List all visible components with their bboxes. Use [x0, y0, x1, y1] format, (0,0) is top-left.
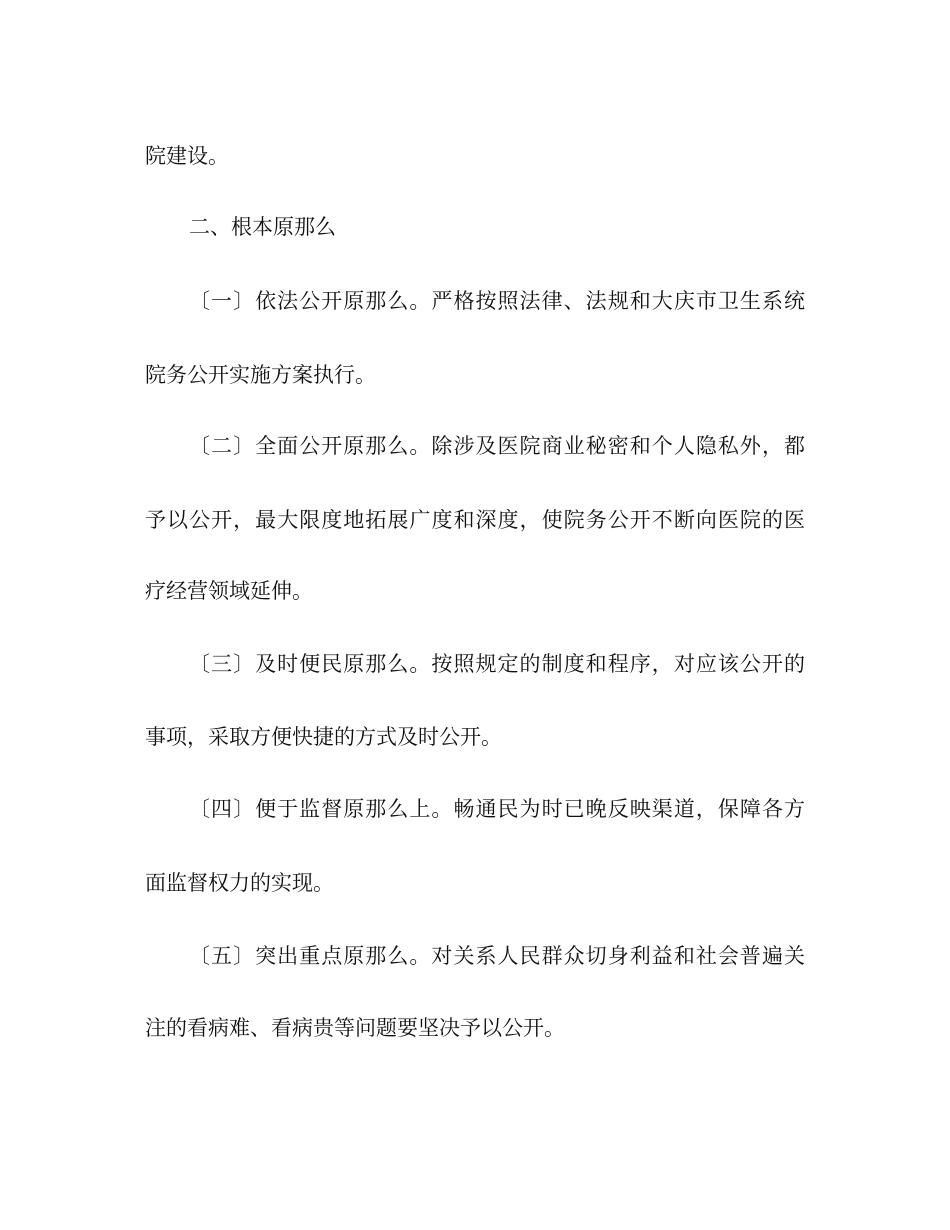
principle-2-line-2: 予以公开，最大限度地拓展广度和深度，使院务公开不断向医院的医 — [145, 508, 805, 532]
principle-4-line-1: 〔四〕便于监督原那么上。畅通民为时已晚反映渠道，保障各方 — [189, 797, 805, 821]
principle-3-line-2: 事项，采取方便快捷的方式及时公开。 — [145, 725, 502, 749]
principle-4-line-2: 面监督权力的实现。 — [145, 871, 334, 895]
principle-3-line-1: 〔三〕及时便民原那么。按照规定的制度和程序，对应该公开的 — [189, 652, 805, 676]
principle-2-line-1: 〔二〕全面公开原那么。除涉及医院商业秘密和个人隐私外，都 — [189, 434, 805, 458]
principle-1-line-2: 院务公开实施方案执行。 — [145, 363, 376, 387]
principle-5-line-1: 〔五〕突出重点原那么。对关系人民群众切身利益和社会普遍关 — [189, 944, 805, 968]
intro-paragraph-tail: 院建设。 — [145, 144, 229, 168]
principle-5-line-2: 注的看病难、看病贵等问题要坚决予以公开。 — [145, 1016, 565, 1040]
principle-2-line-3: 疗经营领域延伸。 — [145, 579, 313, 603]
principle-1-line-1: 〔一〕依法公开原那么。严格按照法律、法规和大庆市卫生系统 — [189, 289, 805, 313]
section-heading: 二、根本原那么 — [189, 215, 336, 239]
